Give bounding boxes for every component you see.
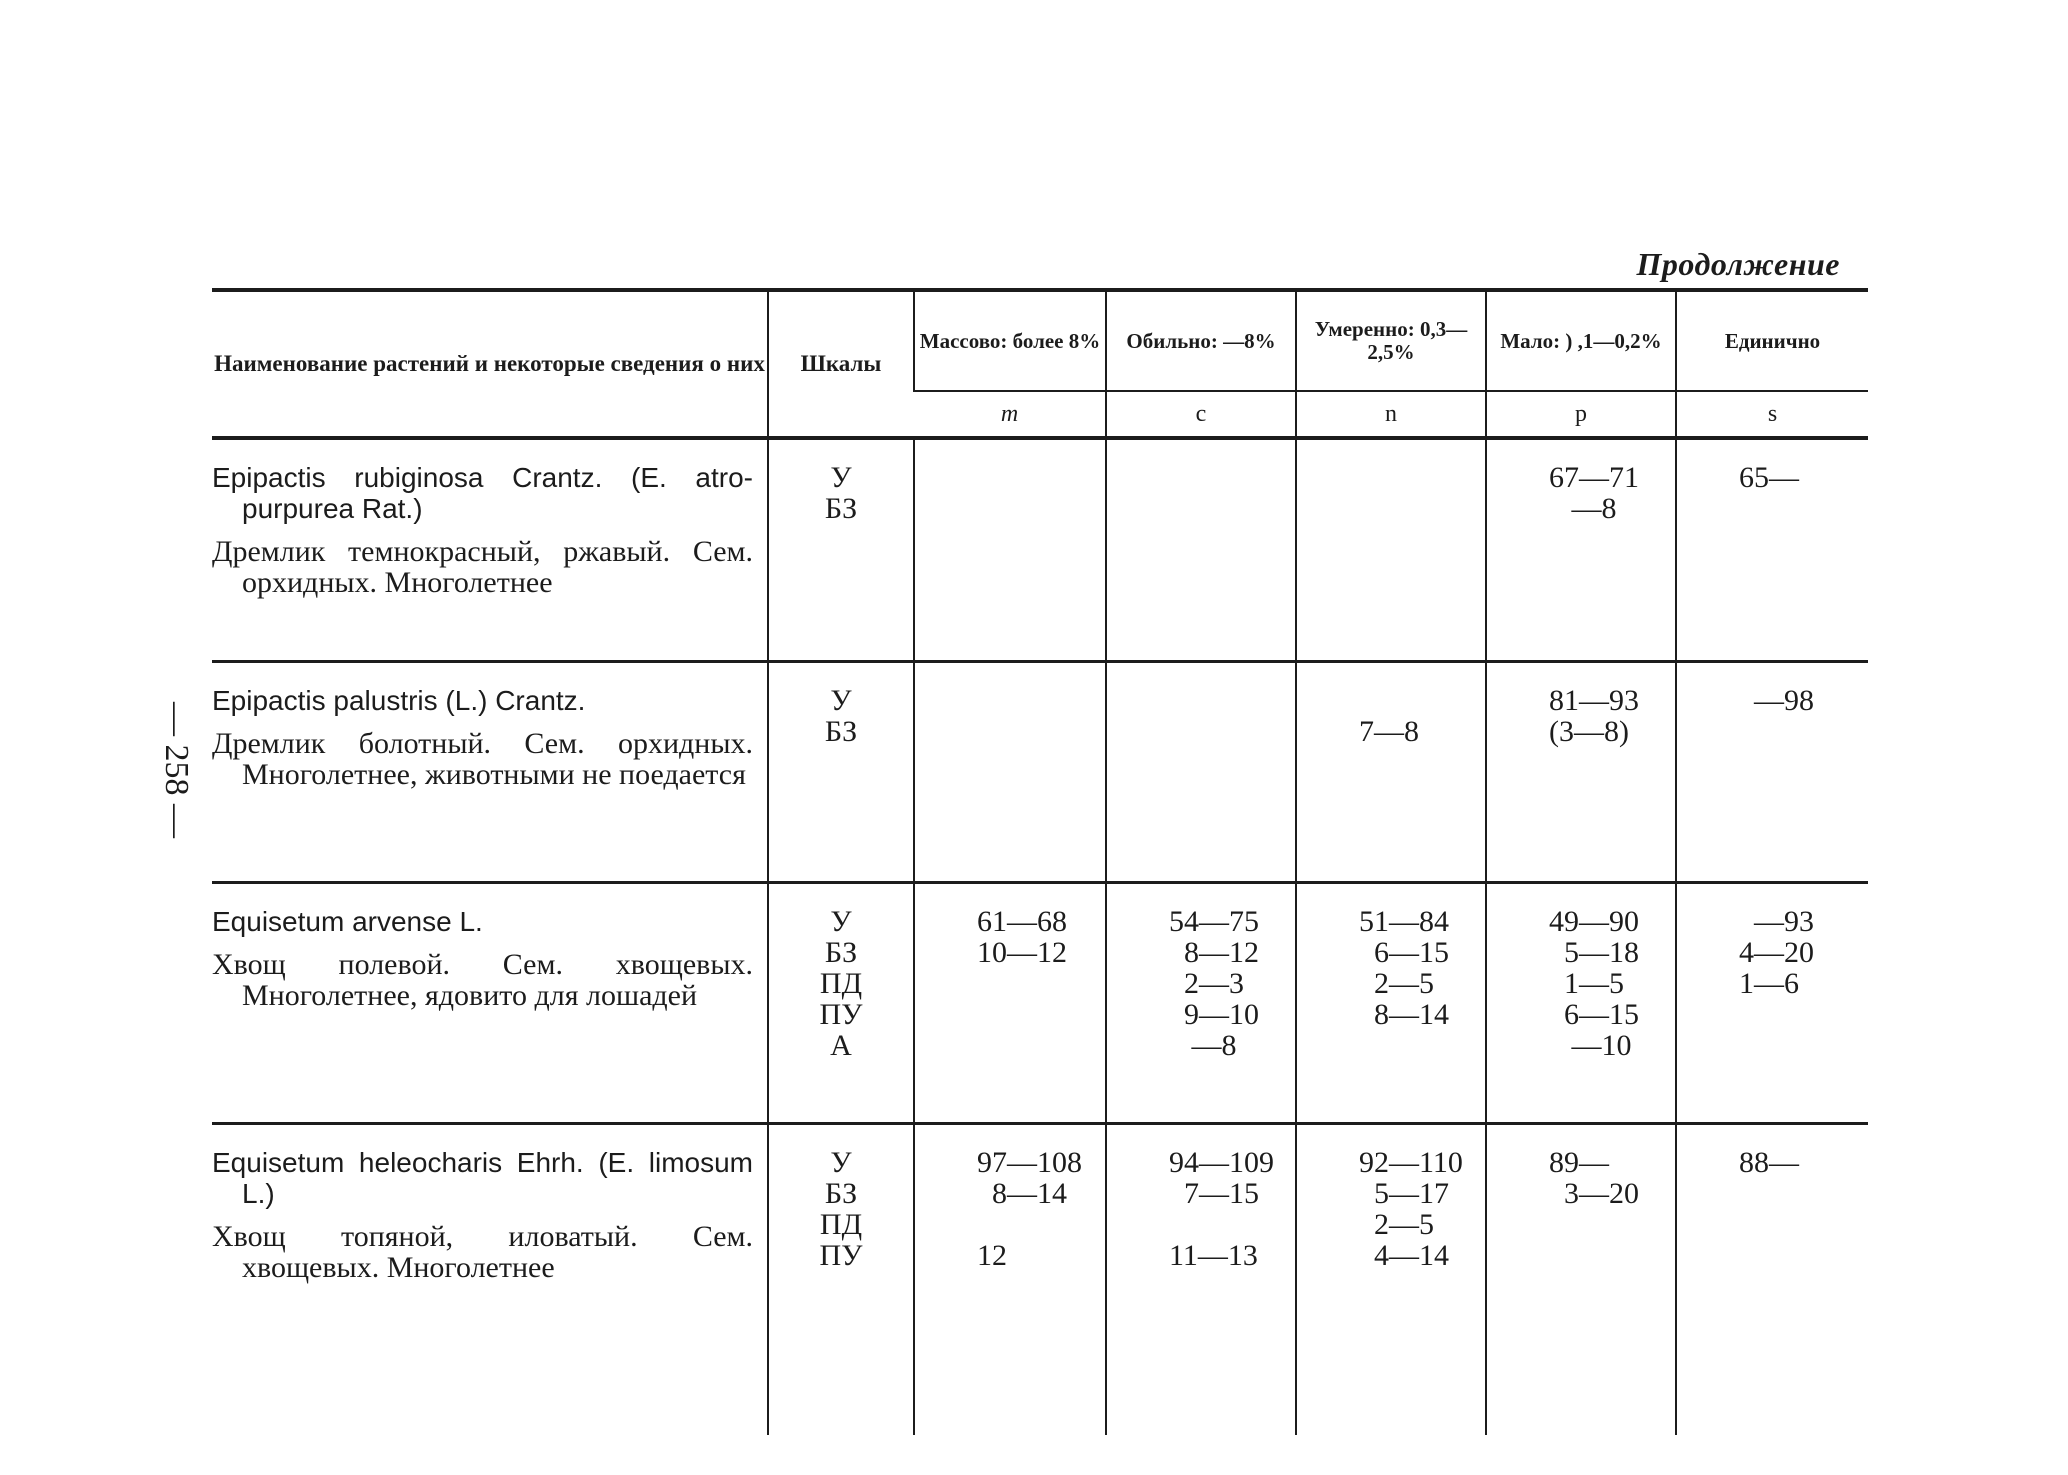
value-n (1296, 1124, 1486, 1436)
header-symbol-s: s (1676, 391, 1868, 438)
cell-line: 81—93 (1549, 684, 1639, 717)
header-symbol-p: p (1486, 391, 1676, 438)
cell-line: 3—20 (1549, 1177, 1639, 1210)
cell-line: У (830, 905, 852, 938)
table-row (212, 883, 1868, 1124)
cell-line: 1—6 (1739, 967, 1799, 1000)
cell-line: 11—13 (1169, 1239, 1258, 1272)
cell-line: 7—15 (1169, 1177, 1259, 1210)
cell-line (977, 462, 1105, 493)
plant-description: Хвощ топяной, иловатый. Сем. хвощевых. Многолетнее (212, 1220, 753, 1284)
cell-line: 7—8 (1359, 715, 1419, 748)
cell-line: ПУ (819, 998, 863, 1031)
cell-line: 89— (1549, 1146, 1609, 1179)
value-n (1296, 883, 1486, 1124)
value-m (914, 662, 1106, 883)
scales-cell (768, 662, 914, 883)
cell-line: 61—68 (977, 905, 1067, 938)
plant-name-cell (212, 662, 768, 883)
page-number: — 258 — (158, 702, 195, 838)
cell-line: БЗ (824, 492, 858, 525)
value-s (1676, 883, 1868, 1124)
cell-line: 2—5 (1359, 1208, 1434, 1241)
value-c (1106, 662, 1296, 883)
cell-line: 6—15 (1549, 998, 1639, 1031)
cell-line: 9—10 (1169, 998, 1259, 1031)
value-s (1676, 1124, 1868, 1436)
cell-line: 97—108 (977, 1146, 1082, 1179)
cell-line (977, 1209, 1105, 1240)
cell-line: 1—5 (1549, 967, 1624, 1000)
cell-line: 54—75 (1169, 905, 1259, 938)
cell-line: ПД (819, 1208, 863, 1241)
cell-line: 5—17 (1359, 1177, 1449, 1210)
cell-line: 8—12 (1169, 936, 1259, 969)
cell-line: 2—3 (1169, 967, 1244, 1000)
header-name-column: Наименование растений и некоторые сведения о них (212, 290, 768, 438)
header-scales-column: Шкалы (768, 290, 914, 438)
value-n (1296, 662, 1486, 883)
plant-description: Дремлик болотный. Сем. орхидных. Многолетнее, животными не поедается (212, 727, 753, 791)
cell-line: 92—110 (1359, 1146, 1463, 1179)
value-m (914, 438, 1106, 662)
cell-line: 10—12 (977, 936, 1067, 969)
cell-line (1359, 462, 1485, 493)
table-row (212, 1124, 1868, 1436)
plant-latin-name: Equisetum heleocharis Ehrh. (E. limosum L.) (212, 1147, 753, 1209)
value-p (1486, 883, 1676, 1124)
cell-line: 51—84 (1359, 905, 1449, 938)
table-row (212, 662, 1868, 883)
header-symbol-m: m (914, 391, 1106, 438)
header-group-m: Массово: более 8% (914, 290, 1106, 391)
cell-line: 8—14 (1359, 998, 1449, 1031)
continuation-label: Продолжение (1636, 246, 1840, 282)
header-symbol-n: n (1296, 391, 1486, 438)
header-group-p: Мало: ) ,1—0,2% (1486, 290, 1676, 391)
cell-line: БЗ (824, 715, 858, 748)
cell-line: 5—18 (1549, 936, 1639, 969)
plant-name-cell (212, 438, 768, 662)
cell-line: ПД (819, 967, 863, 1000)
header-group-n: Умеренно: 0,3—2,5% (1296, 290, 1486, 391)
value-c (1106, 438, 1296, 662)
header-symbol-c: c (1106, 391, 1296, 438)
cell-line: —10 (1549, 1029, 1632, 1062)
cell-line: 6—15 (1359, 936, 1449, 969)
plant-name-cell (212, 883, 768, 1124)
value-p (1486, 1124, 1676, 1436)
value-m (914, 883, 1106, 1124)
cell-line: А (830, 1029, 852, 1062)
value-n (1296, 438, 1486, 662)
scales-cell (768, 883, 914, 1124)
cell-line: —8 (1169, 1029, 1237, 1062)
cell-line (1169, 685, 1295, 716)
value-m (914, 1124, 1106, 1436)
cell-line: 94—109 (1169, 1146, 1274, 1179)
cell-line: У (830, 461, 852, 494)
cell-line: 88— (1739, 1146, 1799, 1179)
value-c (1106, 883, 1296, 1124)
cell-line: 4—20 (1739, 936, 1814, 969)
cell-line: —8 (1549, 492, 1617, 525)
cell-line (1359, 685, 1485, 716)
cell-line: БЗ (824, 936, 858, 969)
cell-line: БЗ (824, 1177, 858, 1210)
cell-line: (3—8) (1549, 715, 1629, 748)
table-row (212, 438, 1868, 662)
plant-description: Дремлик темнокрасный, ржавый. Сем. орхидных. Многолетнее (212, 535, 753, 599)
cell-line: У (830, 684, 852, 717)
plant-latin-name: Epipactis palustris (L.) Crantz. (212, 685, 586, 716)
cell-line (1169, 1209, 1295, 1240)
cell-line (977, 685, 1105, 716)
cell-line: У (830, 1146, 852, 1179)
cell-line: —93 (1739, 905, 1814, 938)
scales-cell (768, 438, 914, 662)
plant-latin-name: Equisetum arvense L. (212, 906, 483, 937)
plant-latin-name: Epipactis rubiginosa Crantz. (E. atro-purpurea Rat.) (212, 462, 753, 524)
cell-line: 4—14 (1359, 1239, 1449, 1272)
value-p (1486, 662, 1676, 883)
plant-description: Хвощ полевой. Сем. хвощевых. Многолетнее, ядовито для лошадей (212, 948, 753, 1012)
cell-line: 67—71 (1549, 461, 1639, 494)
vegetation-table (212, 288, 1868, 1435)
cell-line: 49—90 (1549, 905, 1639, 938)
header-group-s: Единично (1676, 290, 1868, 391)
cell-line: ПУ (819, 1239, 863, 1272)
cell-line: —98 (1739, 684, 1814, 717)
header-group-c: Обильно: —8% (1106, 290, 1296, 391)
scales-cell (768, 1124, 914, 1436)
value-c (1106, 1124, 1296, 1436)
value-p (1486, 438, 1676, 662)
plant-name-cell (212, 1124, 768, 1436)
value-s (1676, 662, 1868, 883)
cell-line: 65— (1739, 461, 1799, 494)
cell-line (1169, 462, 1295, 493)
cell-line: 12 (977, 1239, 1007, 1272)
cell-line: 2—5 (1359, 967, 1434, 1000)
value-s (1676, 438, 1868, 662)
cell-line: 8—14 (977, 1177, 1067, 1210)
